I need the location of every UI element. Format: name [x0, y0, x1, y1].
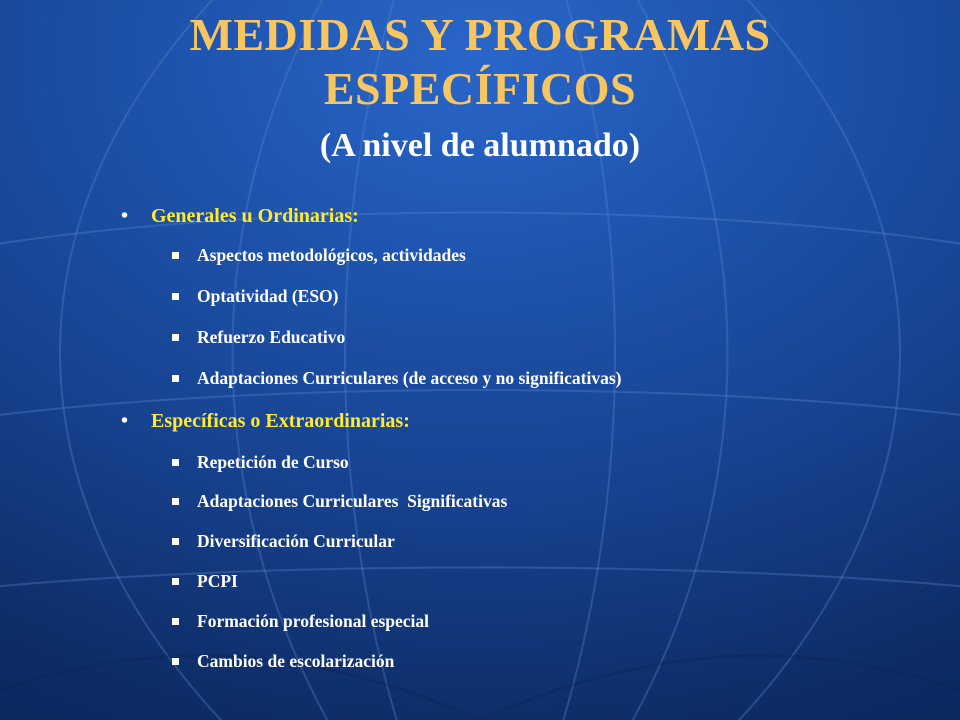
- list-item-label: PCPI: [197, 571, 238, 591]
- list-item: [172, 530, 395, 552]
- square-bullet-icon: [172, 618, 179, 625]
- square-bullet-icon: [172, 252, 179, 259]
- bullet-dot-icon: •: [121, 205, 129, 227]
- square-bullet-icon: [172, 293, 179, 300]
- list-item: [172, 570, 238, 592]
- square-bullet-icon: [172, 375, 179, 382]
- list-item: [172, 490, 507, 512]
- list-item-label: Aspectos metodológicos, actividades: [197, 245, 466, 265]
- section-heading-generales: [121, 204, 359, 228]
- title-line-2: ESPECÍFICOS: [323, 63, 637, 114]
- list-item-label: Cambios de escolarización: [197, 651, 395, 671]
- list-item-label: Diversificación Curricular: [197, 531, 395, 551]
- square-bullet-icon: [172, 578, 179, 585]
- section-heading-label: Generales u Ordinarias:: [151, 205, 359, 227]
- list-item: [172, 610, 429, 632]
- slide-title: [0, 8, 960, 116]
- list-item-label: Adaptaciones Curriculares Significativas: [197, 491, 508, 511]
- list-item-label: Optatividad (ESO): [197, 286, 339, 306]
- section-heading-especificas: [121, 409, 410, 433]
- list-item: [172, 285, 339, 307]
- list-item-label: Formación profesional especial: [197, 611, 430, 631]
- list-item: [172, 367, 622, 389]
- slide-subtitle: (A nivel de alumnado): [319, 127, 641, 164]
- square-bullet-icon: [172, 498, 179, 505]
- square-bullet-icon: [172, 538, 179, 545]
- list-item: [172, 451, 349, 473]
- square-bullet-icon: [172, 658, 179, 665]
- section-heading-label: Específicas o Extraordinarias:: [151, 410, 410, 432]
- list-item: [172, 244, 466, 266]
- list-item-label: Refuerzo Educativo: [197, 327, 346, 347]
- square-bullet-icon: [172, 459, 179, 466]
- title-line-1: MEDIDAS Y PROGRAMAS: [189, 9, 771, 60]
- square-bullet-icon: [172, 334, 179, 341]
- list-item-label: Repetición de Curso: [197, 452, 349, 472]
- bullet-dot-icon: •: [121, 410, 129, 432]
- list-item: [172, 326, 345, 348]
- list-item: [172, 650, 394, 672]
- list-item-label: Adaptaciones Curriculares (de acceso y no significativas): [197, 368, 622, 388]
